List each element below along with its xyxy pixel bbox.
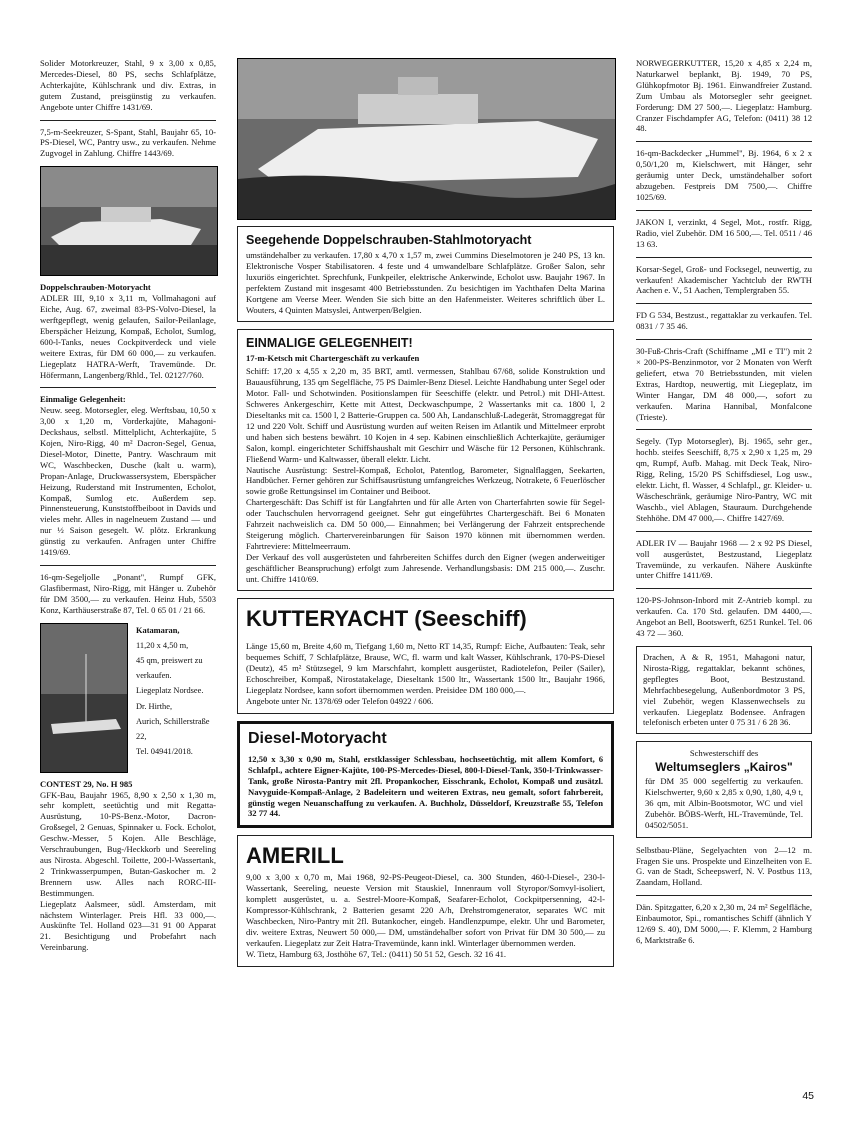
column-left bbox=[40, 58, 216, 960]
divider bbox=[636, 210, 812, 211]
ad-title: AMERILL bbox=[246, 843, 344, 869]
ad-diesel-motoryacht bbox=[237, 721, 614, 828]
ad-drachen bbox=[636, 646, 812, 734]
ad-selbstbau: Selbstbau-Pläne, Segelyachten von 2—12 m. Fragen Sie uns. Prospekte und Einzelheiten von E. G. van de Stadt, Scheepswerf, N. V. Postbus 113, Zaandam, Holland. bbox=[636, 844, 812, 888]
ad-body: ADLER III, 9,10 x 3,11 m, Vollmahagoni auf Eiche, Aug. 67, zweimal 83-PS-Volvo-Diesel, la werftgepflegt, wenig gelaufen, Sailor-Peilanlage, Eberspächer Heizung, Kompaß, Echolot, Sumlog, 600-l-Tanks, neues Cockpitverdeck und viele weitere Extras, für DM 60 000,— zu verkaufen. Liegeplatz HATRA-Werft, Travemünde. Dr. Höfermann, Langenberg/Rhld., Tel. 02127/760. bbox=[40, 293, 216, 380]
ad-body: Nautische Ausrüstung: Sestrel-Kompaß, Echolot, Patentlog, Barometer, Signalflaggen, Seekarten, Handbücher. Ferner gehören zur Schiffsausrüstung umfangreiches Werkzeug, Notrakete, 6 Feuerlöscher sowie große Rettungsinsel im Container und Beiboot. bbox=[246, 464, 605, 497]
katamaran-line: Aurich, Schillerstraße 22, bbox=[136, 716, 210, 742]
katamaran-photo bbox=[40, 623, 128, 773]
ad-body: Drachen, A & R, 1951, Mahagoni natur, Nirosta-Rigg, regattaklar, bekannt schönes, gepflegtes Boot, Bestzustand. Mehrfachbesegelung, Außenbordmotor 3 PS, viel Zubehör, wegen Klassenwechsels zu verkaufen. Liegeplatz Bodensee. Anfragen telefonisch erbeten unter 0 75 31 / 6 28 36. bbox=[643, 651, 805, 728]
ad-seekreuzer: 7,5-m-Seekreuzer, S-Spant, Stahl, Baujahr 65, 10-PS-Diesel, WC, Pantry usw., zu verkaufen. Nehme Zugvogel in Zahlung. Chiffre 1443/69. bbox=[40, 126, 216, 159]
ad-segely: Segely. (Typ Motorsegler), Bj. 1965, sehr ger., hochb. steifes Seeschiff, 8,75 x 2,90 x 1,25 m, 29 qm, Rumpf, Aufb. Mahag. mit Deck Teak, Niro-Rigg, Reling, 15/20 PS Schiffsdiesel, Log usw., elektr. Licht, fl. Wasser, 4 Schlafpl., gr. Kleider- u. Wäscheschränk, geräumige Niro-Pantry, WC mit Waschb., viel Ablagen, Stauraum. Durchgehende Stehhöhe. DM 47 000,—. Chiffre 1427/69. bbox=[636, 436, 812, 523]
divider bbox=[40, 565, 216, 566]
ad-spitzgatter: Dän. Spitzgatter, 6,20 x 2,30 m, 24 m² Segelfläche, Einbaumotor, Spi., romantisches Schiff (ähnlich Y 12/69 S. 40), DM 5000,—. F. Klemm, 2 Hamburg 6, Marktstraße 6. bbox=[636, 902, 812, 945]
ad-jakon: JAKON I, verzinkt, 4 Segel, Mot., rostfr. Rigg, Radio, viel Zubehör. DM 16 500,—. Tel. 0511 / 46 13 63. bbox=[636, 216, 812, 249]
ad-chris-craft: 30-Fuß-Chris-Craft (Schiffname „MI e TI") mit 2 × 200-PS-Benzinmotor, vor 2 Monaten von Werft geliefert, etwa 70 Betriebsstunden, mit vielen Extras, Hardtop, neuwertig, mit Liegeplatz, im Winter Hangar, DM 48 000,—, sofort zu verkaufen. Marina Hannibal, Monfalcone (Trieste). bbox=[636, 346, 812, 422]
ad-motorkreuzer: Solider Motorkreuzer, Stahl, 9 x 3,00 x 0,85, Mercedes-Diesel, 80 PS, sechs Schlafplätze, Achterkajüte, Kühlschrank und div. Extras, in gutem Zustand, preisgünstig zu verkaufen. Angebote unter Chiffre 1431/69. bbox=[40, 58, 216, 112]
ad-segeljolle: 16-qm-Segeljolle „Ponant", Rumpf GFK, Glasfibermast, Niro-Rigg, mit Hänger u. Zubehör für DM 3500,— zu verkaufen. Heinz Hub, 5503 Konz, Karthäuserstraße 87, Tel. 0 65 01 / 21 66. bbox=[40, 572, 216, 615]
column-middle bbox=[237, 58, 614, 974]
ad-einmalige bbox=[40, 394, 216, 558]
katamaran-line: Dr. Hirthe, bbox=[136, 701, 173, 711]
ad-body: für DM 35 000 segelfertig zu verkaufen. Kielschwerter, 9,60 x 2,85 x 0,90, 1,80, 4,9 t, 36 qm, mit Albin-Bootsmotor, WC und viel Zubehör. BÖBS-Werft, HL-Travemünde, Tel. 04502/5051. bbox=[645, 776, 803, 830]
ad-body: W. Tietz, Hamburg 63, Josthöhe 67, Tel.: (0411) 50 51 52, Gesch. 32 16 41. bbox=[246, 948, 507, 959]
ad-body: Länge 15,60 m, Breite 4,60 m, Tiefgang 1,60 m, Netto RT 14,35, Rumpf: Eiche, Aufbauten: Teak, sehr bequemes Schiff, 7 Schlafplätze, Brause, WC, fl. warm und kalt Wasser, Kühlschrank, 170-PS-Diesel (Deutz), 45 m² Stützsegel, 9 km Marschfahrt, komplett ausgerüstet, Radiotelefon, Peiler (Sailer), Echoschreiber, Kompaß, Nirostatakelage, Dieseltank 1500 ltr., Wassertank 1500 ltr., Baujahr 1966, Liegeplatz Nordsee, kann sofort übernommen werden. Preisidee DM 180 000,—. bbox=[246, 641, 605, 696]
ad-adler-iv: ADLER IV — Baujahr 1968 — 2 x 92 PS Diesel, voll ausgerüstet, Bestzustand, Liegeplatz Travemünde, zu verkaufen. Nähere Auskünfte unter Chiffre 1411/69. bbox=[636, 537, 812, 581]
divider bbox=[636, 303, 812, 304]
ad-amerill bbox=[237, 835, 614, 966]
katamaran-line: Tel. 04941/2018. bbox=[136, 747, 193, 757]
ad-pretitle: Schwesterschiff des bbox=[689, 748, 759, 759]
ad-body: 9,00 x 3,00 x 0,70 m, Mai 1968, 92-PS-Peugeot-Diesel, ca. 300 Stunden, 460-l-Diesel-, 230-l-Wassertank, Seereling, neueste Version mit Stauskiel, Innenraum voll Styropor/Somvyl-isoliert, komplett ausgerüstet, u. a. Sestrel-Moore-Kompaß, Seafarer-Echolot, Cockpitpersenning, 42-l-Kompressor-Kühlschrank, 2 Batterien gesamt 220 A/h, Drehstromgenerator, separates WC mit Waschbecken, Niro-Pantry mit 2fl. Butankocher, eingeb. Handlenzpumpe, elektr. Uhr und Barometer, div. weitere Extras, Neuwert 50 000,— DM, umständehalber sofort von Privat für DM 30 500,— zu verkaufen. Liegeplatz zur Zeit Hatra-Travemünde, kann inkl. Winterlager übernommen werden. bbox=[246, 872, 605, 948]
ad-title: Doppelschrauben-Motoryacht bbox=[40, 282, 151, 293]
ad-title: EINMALIGE GELEGENHEIT! bbox=[246, 336, 413, 351]
katamaran-line: 45 qm, preiswert zu verkaufen. bbox=[136, 656, 203, 681]
ad-body: Neuw. seeg. Motorsegler, eleg. Werftsbau, 10,50 x 3,00 x 1,20 m, Vorderkajüte, Mahagoni-Deckshaus, selbstl. Mittelplicht, Achterkajüte, 5 Kojen, Niro-Rigg, 40 m² Dacron-Segel, Genua, Diesel-Motor, Dinette, Pantry. Waschraum mit WC, Waschbecken, Dusche (kalt u. warm), Propan-Anlage, Druckwassersystem, Eberspächer Heizung, Ruderstand mit Instrumenten, Echolot, Kompaß, Sumlog etc. Außerdem sep. Pinnensteuerung, Kunststoffbeiboot in Davids und vieles mehr. Alles in nagelneuem Zustand — und nur ½ Saison gesegelt. W. plötz. Erkrankung günstig zu verkaufen. Anfragen unter Chiffre 1419/69. bbox=[40, 405, 216, 558]
ad-doppelschrauben bbox=[40, 282, 216, 380]
divider bbox=[40, 120, 216, 121]
ad-ketsch bbox=[237, 329, 614, 591]
ad-title: CONTEST 29, No. H 985 bbox=[40, 778, 133, 789]
photo-stahlmotoryacht bbox=[237, 58, 616, 220]
ad-title: Einmalige Gelegenheit: bbox=[40, 394, 126, 405]
ad-backdecker: 16-qm-Backdecker „Hummel", Bj. 1964, 6 x 2 x 0,50/1,20 m, Kielschwert, mit Hänger, sehr geräumig unter Deck, umständehalber sofort abzugeben. Festpreis DM 7500,—. Chiffre 1025/69. bbox=[636, 148, 812, 202]
ad-body: 12,50 x 3,30 x 0,90 m, Stahl, erstklassiger Schlessbau, hochseetüchtig, mit allem Komfort, 6 Schlafpl., achtere Eigner-Kajüte, 100-PS-Mercedes-Diesel, 800-l-Diesel-Tank, 350-l-Trinkwasser-Tank, große Nirosta-Pantry mit 2fl. Propankocher, Eisschrank, Echolot, Kompaß und zusätzl. Navyguide-Kompaß-Anlage, 2 Badeleitern und weiteren Extras, neu gemalt, sofort fahrbereit, günstig wegen Neuanschaffung zu verkaufen. A. Buchholz, Düsseldorf, Kreuzstraße 55, Telefon 32 77 44. bbox=[248, 753, 603, 819]
photo-motoryacht bbox=[40, 166, 218, 276]
divider bbox=[636, 339, 812, 340]
ad-title: Diesel-Motoryacht bbox=[248, 729, 387, 747]
ad-kutteryacht bbox=[237, 598, 614, 713]
column-right bbox=[636, 58, 812, 953]
divider bbox=[636, 257, 812, 258]
katamaran-text bbox=[136, 623, 216, 773]
ad-katamaran bbox=[40, 623, 216, 773]
ad-title: Weltumseglers „Kairos" bbox=[655, 760, 793, 775]
catamaran-photo-icon bbox=[41, 624, 127, 772]
divider bbox=[40, 387, 216, 388]
boat-photo-icon bbox=[41, 167, 217, 275]
katamaran-line: 11,20 x 4,50 m, bbox=[136, 640, 189, 650]
katamaran-line: Liegeplatz Nordsee. bbox=[136, 686, 204, 696]
ad-korsar: Korsar-Segel, Groß- und Focksegel, neuwertig, zu verkaufen! Akademischer Yachtclub der RWTH Aachen e. V., 51 Aachen, Templergraben 55. bbox=[636, 263, 812, 296]
ad-body: Angebote unter Nr. 1378/69 oder Telefon 04922 / 606. bbox=[246, 696, 434, 706]
ad-kairos bbox=[636, 741, 812, 837]
ad-contest bbox=[40, 779, 216, 954]
ad-title: Seegehende Doppelschrauben-Stahlmotoryacht bbox=[246, 233, 532, 247]
ad-subtitle: 17-m-Ketsch mit Chartergeschäft zu verkaufen bbox=[246, 353, 420, 364]
ad-johnson: 120-PS-Johnson-Inbord mit Z-Antrieb kompl. zu verkaufen. Ca. 170 Std. gelaufen. DM 4400,—. Angebot an Bell, Bootswerft, 6251 Runkel. Tel. 06 43 72 — 360. bbox=[636, 595, 812, 639]
katamaran-title: Katamaran, bbox=[136, 625, 180, 635]
ad-body: umständehalber zu verkaufen. 17,80 x 4,70 x 1,57 m, zwei Cummins Dieselmotoren je 240 PS, 13 kn. Elektronische Vosper Stabilisatoren. 4 feste und 4 umwandelbare Schlafplätze. Großer Salon, sehr luxuriös eingerichtet. Sprechfunk, Funkpeiler, elektrische Ankerwinde, Echolot usw. Baujahr 1967. In perfektem Zustand mit insgesamt 400 Betriebsstunden. Zu besichtigen im Yachthafen Delta Marina Kortgene am Veerse Meer. Wenden Sie sich bitte an den Hafenmeister. Weiteres schriftlich über L. Wouters, 4 Quinten Matsyslei, Antwerpen/Belgien. bbox=[246, 250, 605, 315]
divider bbox=[636, 895, 812, 896]
ad-fd: FD G 534, Bestzust., regattaklar zu verkaufen. Tel. 0831 / 7 35 46. bbox=[636, 310, 812, 332]
ad-body: GFK-Bau, Baujahr 1965, 8,90 x 2,50 x 1,30 m, sehr komplett, seetüchtig und mit Regatta-Ausrüstung, 10-PS-Benz.-Motor, Dacron-Großsegel, 2 Genuas, Spinnaker u. Fock. Echolot, Geschw.-Messer, 5 Kojen. Alle Beschläge, Verschraubungen, Bug-/Heckkorb und Seereling aus Nirosta. Abgeschl. Toilette, 200-l-Wassertank, 2 Trinkwasserpumpen, Butan-Gaskocher m. 2 Brennern usw. Alles nach RORC-III-Bestimmungen. bbox=[40, 789, 216, 898]
ad-body: Schiff: 17,20 x 4,55 x 2,20 m, 35 BRT, amtl. vermessen, Stahlbau 67/68, solide Konstruktion und Bauausführung, 135 qm Segelfläche, 75 PS Daimler-Benz Diesel. Leichte Handhabung unter Segel oder Motor. Fall- und Schotwinden. Positionslampen für Seeschiffe (elektr. und Petrol.) mit DHI-Attest. Schweres Ankergeschirr, Kette mit Attest, Deckwaschpumpe, 2 Wassertanks mit ca. 1800 l, 2 Dieseltanks mit ca. 1500 l, 2 Batterie-Gruppen ca. 500 Ah, Landanschluß-Ladegerät, Stromaggregat für 12 und 220 Volt. Schiff und Ausrüstung wurden auf weiten Reisen im Atlantik und Mittelmeer erprobt und haben sich bestens bewährt. 10 Kojen in 4 sep. Kabinen einschließlich Achterkajüte, geräumiger Salon, kompl. eingerichteter Schiffshaushalt mit Geschirr und Wäsche für 12 Personen, Kühlschrank. Fließend Warm- und Kaltwasser, überall elektr. Licht. bbox=[246, 366, 605, 464]
ad-body: Der Verkauf des voll ausgerüsteten und fahrbereiten Schiffes durch den Eigner (wegen anderweitiger geschäftlicher Beanspruchung) erfolgt zum Jahresende. Verhandlungsbasis: DM 215 000,—. Zuschr. unt. Chiffre 1410/69. bbox=[246, 551, 605, 584]
divider bbox=[636, 531, 812, 532]
ad-title: KUTTERYACHT (Seeschiff) bbox=[246, 606, 527, 632]
ad-body: Liegeplatz Aalsmeer, südl. Amsterdam, mit nächstem Winterlager. Preis Hfl. 33 000,—. Auskünfte Tel. Holland 023—31 91 00 Apparat 21. Besichtigung und Probefahrt nach Vereinbarung. bbox=[40, 898, 216, 953]
ad-body: Chartergeschäft: Das Schiff ist für Langfahrten und für alle Arten von Charterfahrten sowie für Segel- oder Tauchschulen hervorragend geeignet. Sehr gut eingeführtes Chartergeschäft. Bei 6 Monaten Fahrzeit nachweislich ca. DM 50 000,— Einnahmen; bei Verlängerung der Fahrzeit entsprechende Steigerung möglich. Chartervereinbarungen für Saison 1970 können mit übernommen werden. Fahrtreviere: Mittelmeerraum. bbox=[246, 497, 605, 551]
ad-norwegerkutter: NORWEGERKUTTER, 15,20 x 4,85 x 2,24 m, Naturkarwel beplankt, Bj. 1949, 70 PS, Glühkopfmotor Bj. 1961. Einwandfreier Zustand. Zum Umbau als Motorsegler sehr geeignet. Forderung: DM 27 500,—. Liegeplatz: Hamburg. Cranzer Fischdampfer AG, Telefon: (0411) 38 12 48. bbox=[636, 58, 812, 134]
divider bbox=[636, 429, 812, 430]
divider bbox=[636, 588, 812, 589]
page-number: 45 bbox=[802, 1090, 814, 1102]
yacht-photo-icon bbox=[238, 59, 615, 219]
ad-stahlmotoryacht bbox=[237, 226, 614, 322]
divider bbox=[636, 141, 812, 142]
